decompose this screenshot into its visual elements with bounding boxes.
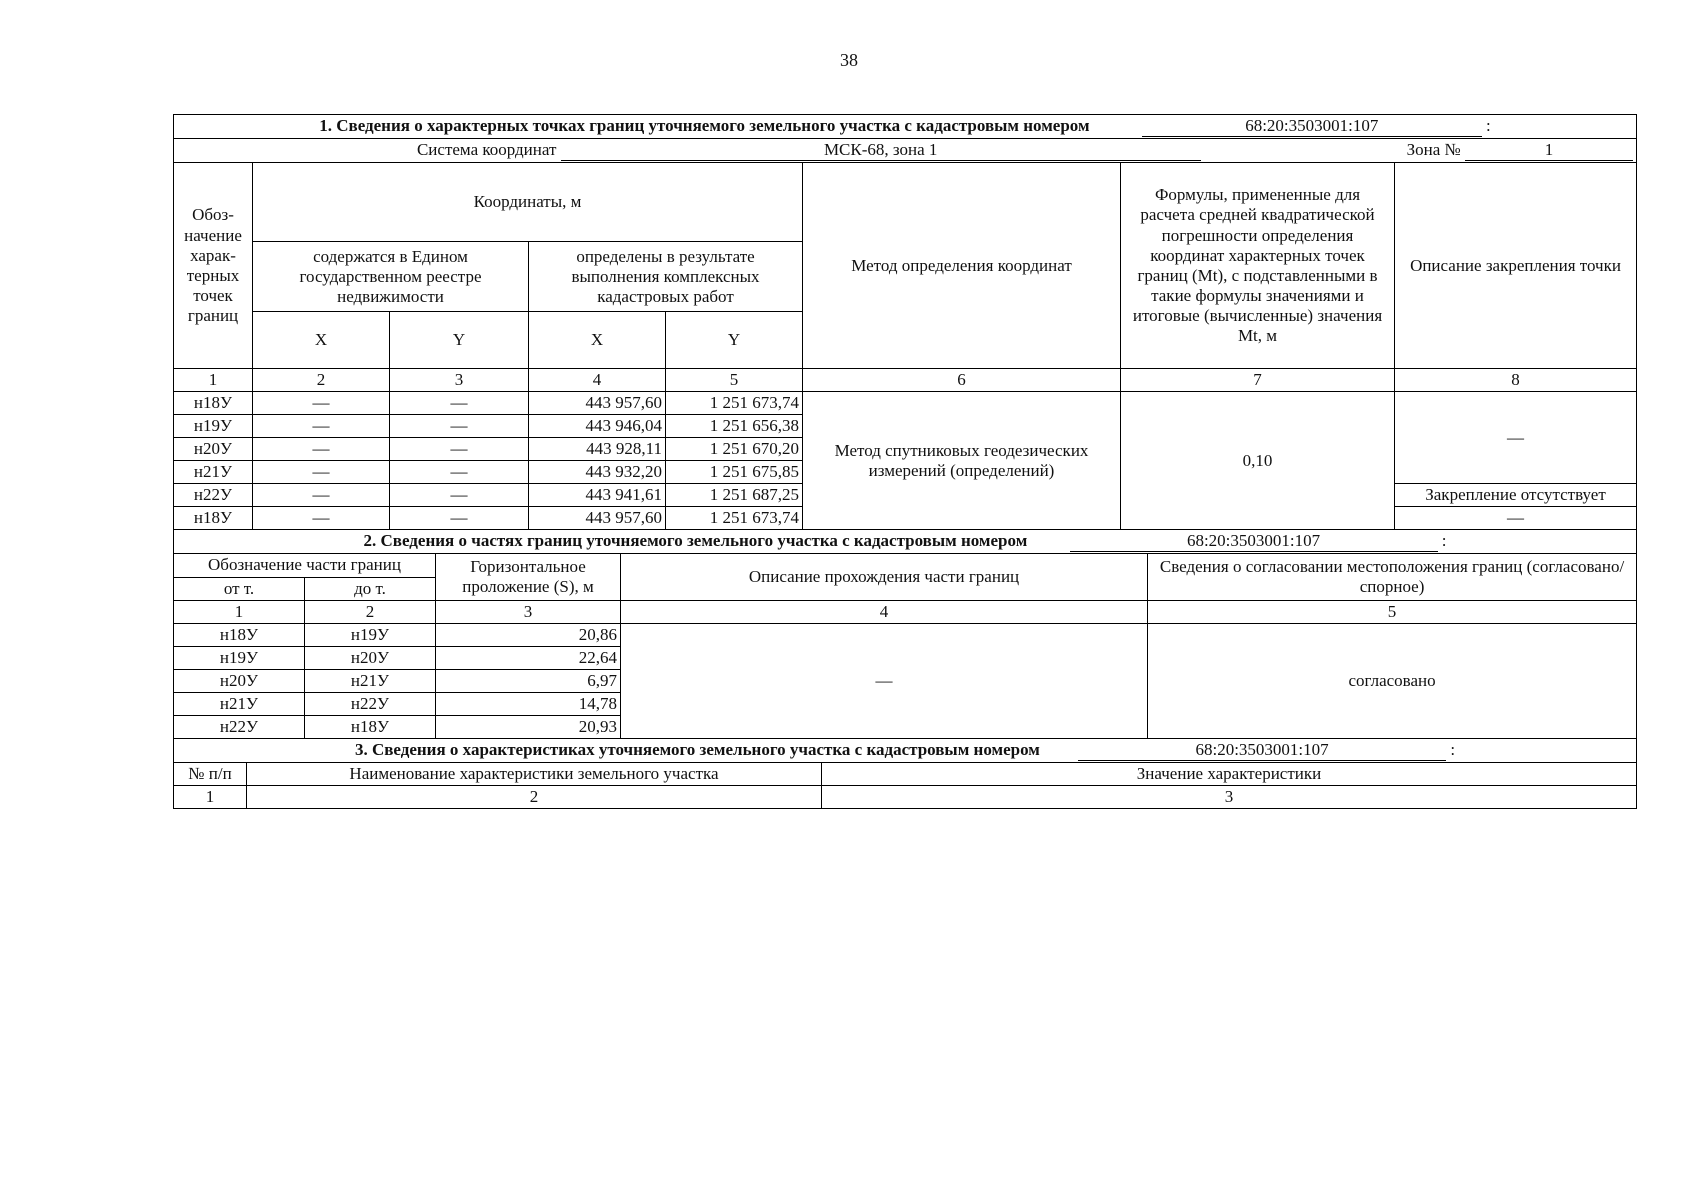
x-registry: —	[253, 461, 390, 484]
x-registry: —	[253, 484, 390, 507]
y-registry: —	[390, 392, 529, 415]
col-number: 3	[390, 369, 529, 392]
section2-title: 2. Сведения о частях границ уточняемого земельного участка с кадастровым номером	[363, 531, 1028, 551]
x-value: 443 932,20	[529, 461, 666, 484]
x-registry: —	[253, 392, 390, 415]
col-number: 5	[1148, 600, 1637, 623]
x-value: 443 957,60	[529, 392, 666, 415]
col-number: 4	[621, 600, 1148, 623]
point-name: н21У	[174, 461, 253, 484]
to-point: н18У	[305, 715, 436, 738]
col-number: 3	[436, 600, 621, 623]
section1-title: 1. Сведения о характерных точках границ уточняемого земельного участка с кадастровым номером	[319, 116, 1090, 135]
col-number: 1	[174, 785, 247, 808]
header-coordinates: Координаты, м	[253, 163, 803, 242]
section3-title-row	[174, 738, 1637, 762]
header-x-works: X	[529, 312, 666, 369]
agreement-value: согласовано	[1148, 623, 1637, 738]
from-point: н18У	[174, 623, 305, 646]
y-registry: —	[390, 461, 529, 484]
section3-col-numbers	[174, 785, 1637, 808]
point-name: н22У	[174, 484, 253, 507]
y-registry: —	[390, 415, 529, 438]
coord-system-value: МСК-68, зона 1	[561, 140, 1201, 161]
coord-system-row	[174, 139, 1637, 163]
section1-colon: :	[1486, 116, 1491, 135]
section3-title: 3. Сведения о характеристиках уточняемого земельного участка с кадастровым номером	[354, 739, 1040, 759]
x-value: 443 928,11	[529, 438, 666, 461]
section1-col-numbers	[174, 369, 1637, 392]
header-y-works: Y	[666, 312, 803, 369]
section2-cadastral-number: 68:20:3503001:107	[1070, 531, 1438, 552]
table-row	[174, 623, 1637, 646]
x-registry: —	[253, 507, 390, 530]
x-registry: —	[253, 438, 390, 461]
x-registry: —	[253, 415, 390, 438]
table-row	[174, 392, 1637, 415]
header-num: № п/п	[174, 762, 247, 785]
point-name: н20У	[174, 438, 253, 461]
col-number: 3	[822, 785, 1637, 808]
y-registry: —	[390, 507, 529, 530]
col-number: 1	[174, 600, 305, 623]
section2-title-row	[174, 530, 1637, 554]
horizontal-value: 22,64	[436, 646, 621, 669]
horizontal-value: 14,78	[436, 692, 621, 715]
fixing-dash-bottom: —	[1395, 507, 1637, 530]
header-horizontal: Горизонтальное проложение (S), м	[436, 554, 621, 600]
point-name: н18У	[174, 507, 253, 530]
horizontal-value: 20,86	[436, 623, 621, 646]
header-formulas: Формулы, примененные для расчета средней квадратической погрешности определения координат характерных точек границ (Mt), с подставленными в такие формулы значениями и итоговые (вычисленные) значения Mt, м	[1121, 163, 1395, 369]
col-number: 8	[1395, 369, 1637, 392]
header-fixing: Описание закрепления точки	[1395, 163, 1637, 369]
to-point: н19У	[305, 623, 436, 646]
header-agreement: Сведения о согласовании местоположения границ (согласовано/спорное)	[1148, 554, 1637, 600]
header-x-registry: X	[253, 312, 390, 369]
section3-cadastral-number: 68:20:3503001:107	[1078, 740, 1446, 761]
header-description: Описание прохождения части границ	[621, 554, 1148, 600]
header-part-designation: Обозначение части границ	[174, 554, 436, 577]
document-body	[173, 114, 1636, 809]
header-in-registry: содержатся в Едином государственном реестре недвижимости	[253, 242, 529, 312]
from-point: н20У	[174, 669, 305, 692]
coord-system-label: Система координат	[416, 140, 557, 160]
header-by-works: определены в результате выполнения комплексных кадастровых работ	[529, 242, 803, 312]
header-designation: Обоз- начение харак- терных точек границ	[174, 163, 253, 369]
section2-col-numbers	[174, 600, 1637, 623]
x-value: 443 957,60	[529, 507, 666, 530]
to-point: н20У	[305, 646, 436, 669]
mt-value: 0,10	[1121, 392, 1395, 530]
col-number: 5	[666, 369, 803, 392]
zone-value: 1	[1465, 140, 1633, 161]
section1-cadastral-number: 68:20:3503001:107	[1142, 116, 1482, 137]
section1-title-row	[174, 115, 1637, 139]
y-registry: —	[390, 438, 529, 461]
col-number: 2	[247, 785, 822, 808]
y-value: 1 251 656,38	[666, 415, 803, 438]
zone-label: Зона №	[1406, 140, 1461, 160]
section1-table	[173, 114, 1637, 530]
page-number: 38	[840, 50, 858, 70]
y-value: 1 251 687,25	[666, 484, 803, 507]
x-value: 443 941,61	[529, 484, 666, 507]
header-to: до т.	[305, 577, 436, 600]
y-value: 1 251 673,74	[666, 507, 803, 530]
to-point: н21У	[305, 669, 436, 692]
fixing-dash-top: —	[1395, 392, 1637, 484]
y-registry: —	[390, 484, 529, 507]
section3-table	[173, 738, 1637, 809]
from-point: н21У	[174, 692, 305, 715]
fixing-absent: Закрепление отсутствует	[1395, 484, 1637, 507]
section2-colon: :	[1441, 531, 1447, 551]
from-point: н22У	[174, 715, 305, 738]
col-number: 2	[253, 369, 390, 392]
y-value: 1 251 673,74	[666, 392, 803, 415]
horizontal-value: 20,93	[436, 715, 621, 738]
header-name: Наименование характеристики земельного участка	[247, 762, 822, 785]
to-point: н22У	[305, 692, 436, 715]
y-value: 1 251 670,20	[666, 438, 803, 461]
col-number: 6	[803, 369, 1121, 392]
col-number: 7	[1121, 369, 1395, 392]
section3-colon: :	[1450, 739, 1456, 759]
header-y-registry: Y	[390, 312, 529, 369]
y-value: 1 251 675,85	[666, 461, 803, 484]
header-from: от т.	[174, 577, 305, 600]
horizontal-value: 6,97	[436, 669, 621, 692]
header-value: Значение характеристики	[822, 762, 1637, 785]
x-value: 443 946,04	[529, 415, 666, 438]
description-value: —	[621, 623, 1148, 738]
section2-table	[173, 529, 1637, 738]
col-number: 2	[305, 600, 436, 623]
header-method: Метод определения координат	[803, 163, 1121, 369]
col-number: 4	[529, 369, 666, 392]
from-point: н19У	[174, 646, 305, 669]
point-name: н18У	[174, 392, 253, 415]
method-value: Метод спутниковых геодезических измерений (определений)	[803, 392, 1121, 530]
point-name: н19У	[174, 415, 253, 438]
col-number: 1	[174, 369, 253, 392]
